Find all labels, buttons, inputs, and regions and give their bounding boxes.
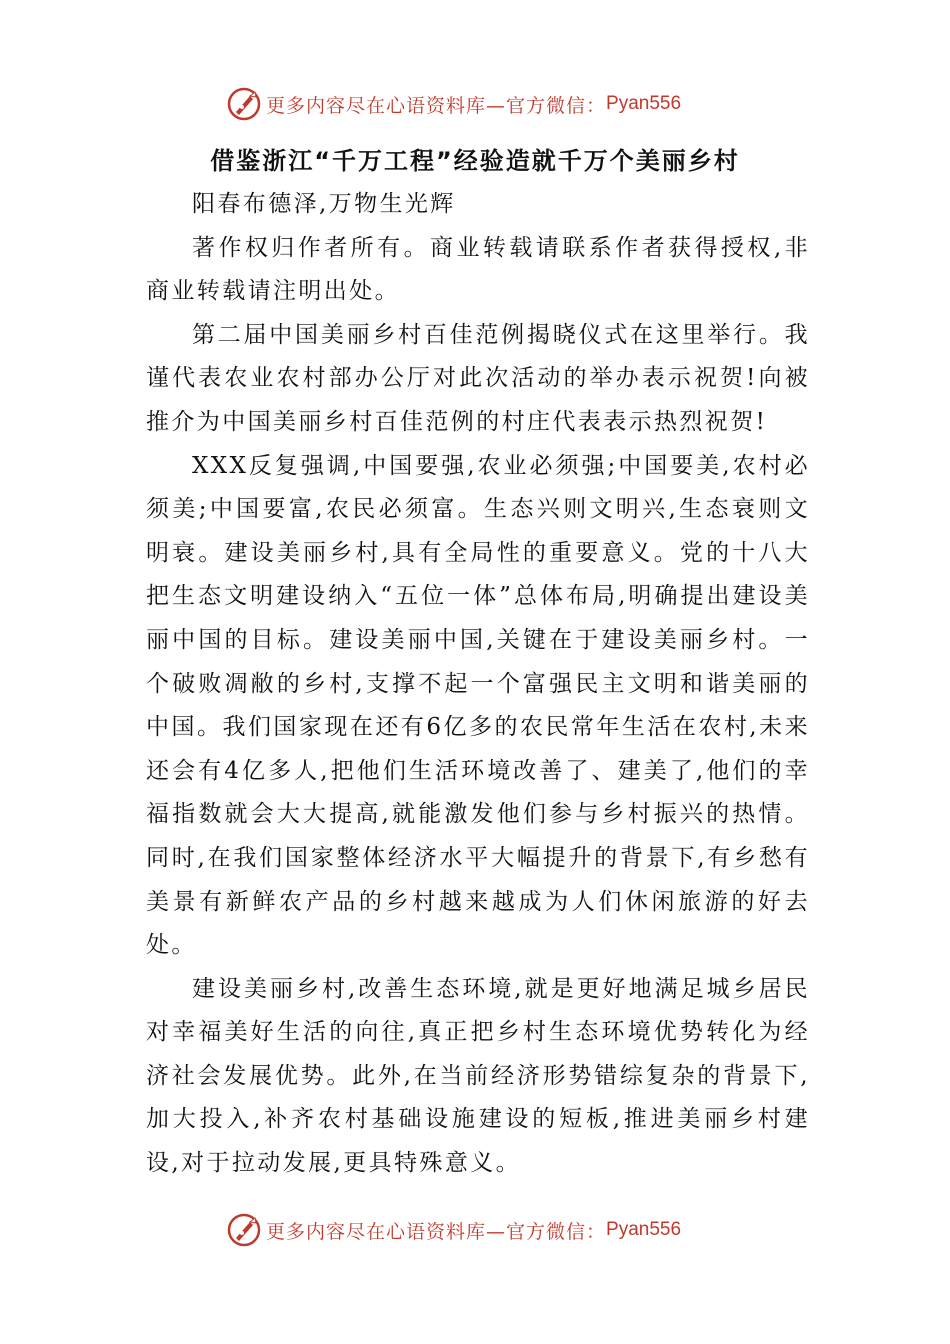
paragraph: 第二届中国美丽乡村百佳范例揭晓仪式在这里举行。我谨代表农业农村部办公厅对此次活动的举办表示祝贺!向被推介为中国美丽乡村百佳范例的村庄代表表示热烈祝贺!: [146, 321, 810, 435]
paragraph: XXX反复强调,中国要强,农业必须强;中国要美,农村必须美;中国要富,农民必须富。生态兴则文明兴,生态衰则文明衰。建设美丽乡村,具有全局性的重要意义。党的十八大把生态文明建设纳入“五位一体”总体布局,明确提出建设美丽中国的目标。建设美丽中国,关键在于建设美丽乡村。一个破败凋敝的乡村,支撑不起一个富强民主文明和谐美丽的中国。我们国家现在还有6亿多的农民常年生活在农村,未来还会有4亿多人,把他们生活环境改善了、建美了,他们的幸福指数就会大大提高,就能激发他们参与乡村振兴的热情。同时,在我们国家整体经济水平大幅提升的背景下,有乡愁有美景有新鲜农产品的乡村越来越成为人们休闲旅游的好去处。: [146, 452, 811, 959]
watermark-wechat-id: Pyan556: [606, 1219, 682, 1240]
watermark-wechat-id: Pyan556: [606, 93, 682, 114]
watermark-text: 更多内容尽在心语资料库—官方微信：: [266, 1220, 607, 1243]
document-title: 借鉴浙江“千万工程”经验造就千万个美丽乡村: [210, 147, 740, 175]
paragraph: 著作权归作者所有。商业转载请联系作者获得授权,非商业转载请注明出处。: [146, 234, 810, 305]
pen-nib-logo-icon: [226, 1212, 262, 1248]
header-watermark: [226, 84, 681, 124]
footer-watermark: [226, 1210, 681, 1250]
pen-nib-logo-icon: [226, 86, 262, 122]
watermark-text: 更多内容尽在心语资料库—官方微信：: [266, 94, 607, 117]
paragraph: 建设美丽乡村,改善生态环境,就是更好地满足城乡居民对幸福美好生活的向往,真正把乡村生态环境优势转化为经济社会发展优势。此外,在当前经济形势错综复杂的背景下,加大投入,补齐农村基础设施建设的短板,推进美丽乡村建设,对于拉动发展,更具特殊意义。: [146, 975, 810, 1177]
document-body: [146, 183, 810, 1186]
paragraph: 阳春布德泽,万物生光辉: [192, 191, 456, 217]
